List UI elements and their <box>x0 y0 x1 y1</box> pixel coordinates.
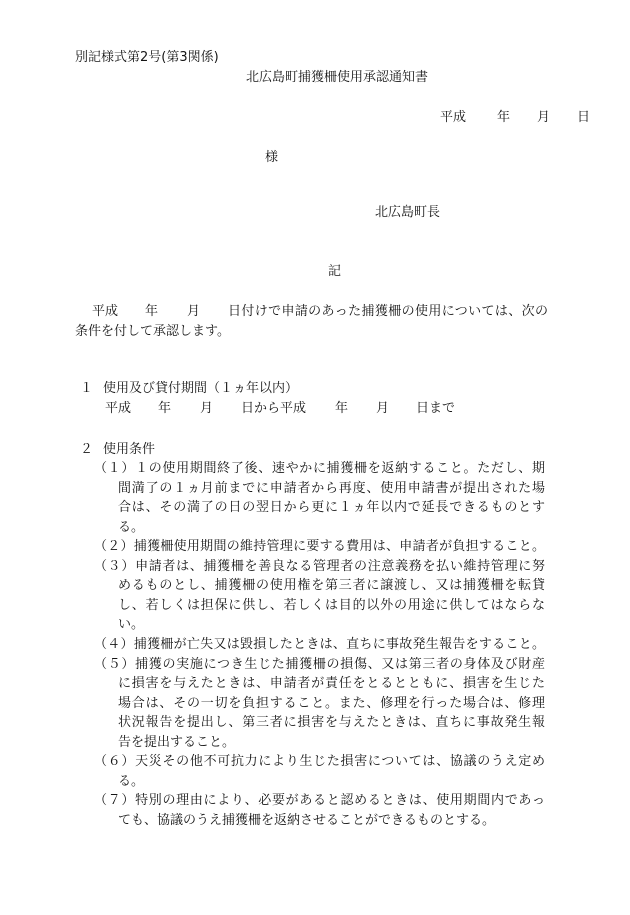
section-1-heading: 使用及び貸付期間（１ヵ年以内） <box>103 381 299 396</box>
addressee-suffix: 様 <box>265 150 279 165</box>
condition-item-3-line-2: めるものとし、捕獲柵の使用権を第三者に譲渡し、又は捕獲柵を転貸 <box>118 578 545 593</box>
period-from-year: 年 <box>158 401 172 416</box>
condition-item-5-text: 捕獲の実施につき生じた捕獲柵の損傷、又は第三者の身体及び財産 <box>135 657 545 672</box>
section-2-heading: 使用条件 <box>103 442 156 457</box>
condition-item-5-line-5: 告を提出すること。 <box>118 735 236 750</box>
period-from-era: 平成 <box>105 401 132 416</box>
condition-item-1-line-4: る。 <box>118 520 145 535</box>
condition-item-4-line-1 <box>94 636 545 654</box>
condition-item-5-line-1 <box>94 656 545 674</box>
condition-item-6-line-2: る。 <box>118 774 145 789</box>
issue-date-day: 日 <box>577 110 591 125</box>
intro-text-line-1: 日付けで申請のあった捕獲柵の使用については、次の <box>228 304 548 319</box>
condition-item-6-text: 天災その他不可抗力により生じた損害については、協議のうえ定め <box>135 754 545 769</box>
condition-item-5-line-4: 状況報告を提出し、第三者に損害を与えたときは、直ちに事故発生報 <box>118 715 545 730</box>
intro-year: 年 <box>145 304 159 319</box>
condition-item-6-marker: （６） <box>94 754 136 769</box>
condition-item-1-marker: （１） <box>94 461 136 476</box>
condition-item-5-marker: （５） <box>94 657 136 672</box>
condition-item-3-line-1 <box>94 558 545 576</box>
condition-item-2-marker: （２） <box>94 539 134 554</box>
document-title: 北広島町捕獲柵使用承認通知書 <box>246 70 429 85</box>
period-to-month: 月 <box>376 401 390 416</box>
condition-item-3-line-4: い。 <box>118 617 145 632</box>
condition-item-3-text: 申請者は、捕獲柵を善良なる管理者の注意義務を払い維持管理に努 <box>135 559 545 574</box>
period-to-day: 日まで <box>416 401 456 416</box>
ki-label: 記 <box>328 264 342 279</box>
issuer-name: 北広島町長 <box>375 205 441 220</box>
condition-item-5-line-2: に損害を与えたときは、申請者が責任をとるとともに、損害を生じた <box>118 676 545 691</box>
condition-item-1-line-2: 間満了の１ヵ月前までに申請者から再度、使用申請書が提出された場 <box>118 481 545 496</box>
section-2-number: ２ <box>80 442 94 457</box>
condition-item-3-marker: （３） <box>94 559 136 574</box>
condition-item-7-line-1 <box>94 792 545 810</box>
period-from-day: 日から平成 <box>241 401 307 416</box>
period-from-month: 月 <box>200 401 214 416</box>
form-number: 別記様式第2号(第3関係) <box>75 50 219 65</box>
condition-item-7-marker: （７） <box>94 793 136 808</box>
intro-era: 平成 <box>92 304 119 319</box>
issue-date-month: 月 <box>537 110 551 125</box>
condition-item-6-line-1 <box>94 753 545 771</box>
condition-item-5-line-3: 場合は、その一切を負担すること。また、修理を行った場合は、修理 <box>118 696 545 711</box>
condition-item-1-line-3: 合は、その満了の日の翌日から更に１ヵ年以内で延長できるものとす <box>118 500 545 515</box>
intro-month: 月 <box>187 304 201 319</box>
condition-item-7-line-2: ても、協議のうえ捕獲柵を返納させることができるものとする。 <box>118 813 496 828</box>
condition-item-3-line-3: し、若しくは担保に供し、若しくは目的以外の用途に供してはならな <box>118 598 545 613</box>
section-1-number: １ <box>80 381 94 396</box>
condition-item-2-line-1 <box>94 538 545 556</box>
condition-item-1-text: １の使用期間終了後、速やかに捕獲柵を返納すること。ただし、期 <box>135 461 545 476</box>
intro-text-line-2: 条件を付して承認します。 <box>75 324 230 339</box>
condition-item-1-line-1 <box>94 460 545 478</box>
condition-item-2-text: 捕獲柵使用期間の維持管理に要する費用は、申請者が負担すること。 <box>133 539 545 554</box>
issue-date-year: 年 <box>497 110 511 125</box>
period-to-year: 年 <box>335 401 349 416</box>
condition-item-4-text: 捕獲柵が亡失又は毀損したときは、直ちに事故発生報告をすること。 <box>133 637 545 652</box>
condition-item-4-marker: （４） <box>94 637 134 652</box>
issue-date-era: 平成 <box>440 110 467 125</box>
condition-item-7-text: 特別の理由により、必要があると認めるときは、使用期間内であっ <box>135 793 545 808</box>
